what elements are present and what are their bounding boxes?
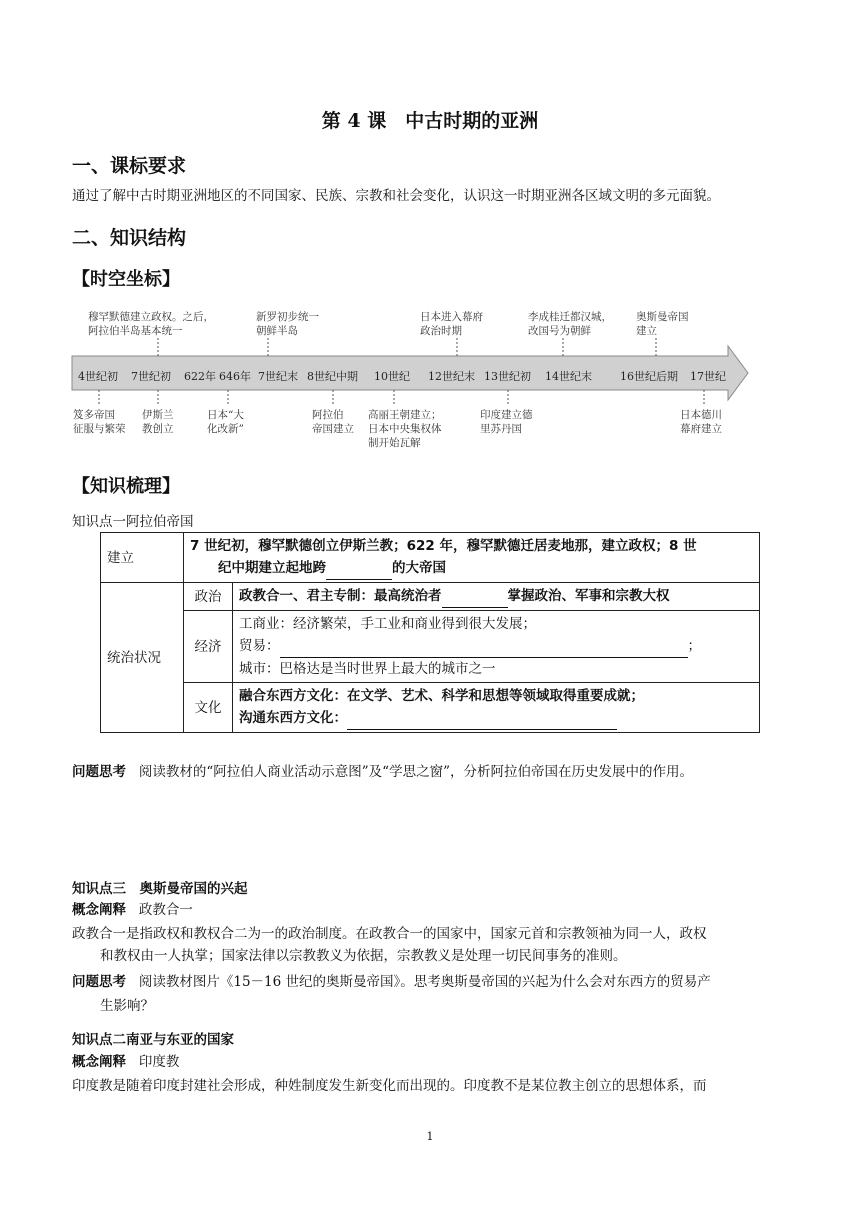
concept-term: 政教合一 [138,902,193,918]
tick-label: 16世纪后期 [620,370,678,383]
section-heading-structure: 二、知识结构 [72,227,187,249]
established-line-2 [190,557,753,580]
blank-ruler[interactable] [442,585,508,608]
label-culture: 文化 [184,683,233,733]
label-economy: 经济 [184,611,233,683]
timeline-event-above: 新罗初步统一 朝鲜半岛 [256,311,319,337]
established-text-a: 纪中期建立起地跨 [218,560,326,576]
blank-culture[interactable] [347,707,617,730]
knowledge-table [100,532,760,733]
standards-text: 通过了解中古时期亚洲地区的不同国家、民族、宗教和社会变化，认识这一时期亚洲各区域文明的多元面貌。 [72,188,720,204]
kp3-question [72,971,711,993]
economy-line-2 [239,635,753,658]
politics-text-b: 掌握政治、军事和宗教大权 [507,588,670,604]
timeline-event-below: 伊斯兰 教创立 [142,409,174,435]
timeline-event-above: 奥斯曼帝国 建立 [636,311,689,337]
timeline-event-above: 穆罕默德建立政权。之后， 阿拉伯半岛基本统一 [88,311,214,337]
blank-trade[interactable] [280,635,688,658]
tick-label: 14世纪末 [545,370,592,383]
row-label-established: 建立 [101,533,184,583]
table-row [101,583,760,611]
table-row [101,533,760,583]
concept-term: 印度教 [138,1054,180,1070]
review-heading: 【知识梳理】 [72,476,180,497]
tick-label: 17世纪 [690,370,726,383]
concept-label: 概念阐释 [72,902,126,918]
kp3-question-line-2: 生影响？ [100,998,154,1014]
blank-territory[interactable] [326,557,392,580]
tick-label: 7世纪初 [131,370,171,383]
politics-cell [233,583,760,611]
timeline-heading: 【时空坐标】 [72,269,180,290]
timeline-event-above: 日本进入幕府 政治时期 [420,311,483,337]
culture-label-2: 沟通东西方文化： [239,710,347,726]
timeline-event-below: 印度建立德 里苏丹国 [480,409,533,435]
tick-label: 622年 [184,370,216,383]
timeline-event-below: 日本“大 化改新” [207,409,244,435]
concept-label: 概念阐释 [72,1054,126,1070]
timeline-event-below: 日本德川 幕府建立 [680,409,722,435]
kp3-heading: 知识点三 奥斯曼帝国的兴起 [72,881,248,897]
question-label: 问题思考 [72,764,126,780]
table-row [101,611,760,683]
kp3-text-line-2: 和教权由一人执掌；国家法律以宗教教义为依据，宗教教义是处理一切民间事务的准则。 [100,948,627,964]
page-number: 1 [426,1130,434,1143]
kp3-text-line-1: 政教合一是指政权和教权合二为一的政治制度。在政教合一的国家中，国家元首和宗教领袖为同一人，政权 [72,926,707,942]
tick-label: 13世纪初 [484,370,531,383]
tick-label: 4世纪初 [78,370,118,383]
question-1 [72,761,693,783]
established-text-b: 的大帝国 [392,560,446,576]
timeline-event-below: 阿拉伯 帝国建立 [312,409,354,435]
table-row [101,683,760,733]
question-label: 问题思考 [72,974,126,990]
economy-line-3: 城市：巴格达是当时世界上最大的城市之一 [239,661,496,677]
culture-cell [233,683,760,733]
question-text: 阅读教材图片《15－16 世纪的奥斯曼帝国》。思考奥斯曼帝国的兴起为什么会对东西方的贸易产 [138,974,711,990]
established-cell [184,533,760,583]
label-politics: 政治 [184,583,233,611]
kp2-heading: 知识点二南亚与东亚的国家 [72,1032,234,1048]
timeline-event-below: 高丽王朝建立； 日本中央集权体 制开始瓦解 [368,409,442,449]
politics-text-a: 政教合一、君主专制：最高统治者 [239,588,442,604]
tick-label: 8世纪中期 [307,370,358,383]
page-title: 第 4 课 中古时期的亚洲 [321,110,539,132]
kp1-heading: 知识点一阿拉伯帝国 [72,514,194,530]
tick-label: 12世纪末 [428,370,475,383]
tick-label: 7世纪末 [258,370,298,383]
culture-line-1: 融合东西方文化：在文学、艺术、科学和思想等领域取得重要成就； [239,688,644,704]
established-line-1: 7 世纪初，穆罕默德创立伊斯兰教；622 年，穆罕默德迁居麦地那，建立政权；8 世 [190,538,697,554]
kp3-concept [72,899,193,921]
kp2-concept [72,1051,179,1073]
section-heading-standards: 一、课标要求 [72,155,187,177]
economy-cell [233,611,760,683]
economy-line-1: 工商业：经济繁荣，手工业和商业得到很大发展； [239,616,536,632]
timeline-event-below: 笈多帝国 征服与繁荣 [73,409,126,435]
economy-trade-label: 贸易： [239,638,280,654]
tick-label: 10世纪 [374,370,410,383]
culture-line-2 [239,707,753,730]
timeline-event-above: 李成桂迁都汉城， 改国号为朝鲜 [528,311,612,337]
kp2-text-line-1: 印度教是随着印度封建社会形成，种姓制度发生新变化而出现的。印度教不是某位教主创立的思想体系，而 [72,1078,707,1094]
tick-label: 646年 [219,370,251,383]
economy-trade-end: ； [687,638,701,654]
question-text: 阅读教材的“阿拉伯人商业活动示意图”及“学思之窗”，分析阿拉伯帝国在历史发展中的作用。 [138,764,693,780]
row-label-rule: 统治状况 [101,583,184,733]
